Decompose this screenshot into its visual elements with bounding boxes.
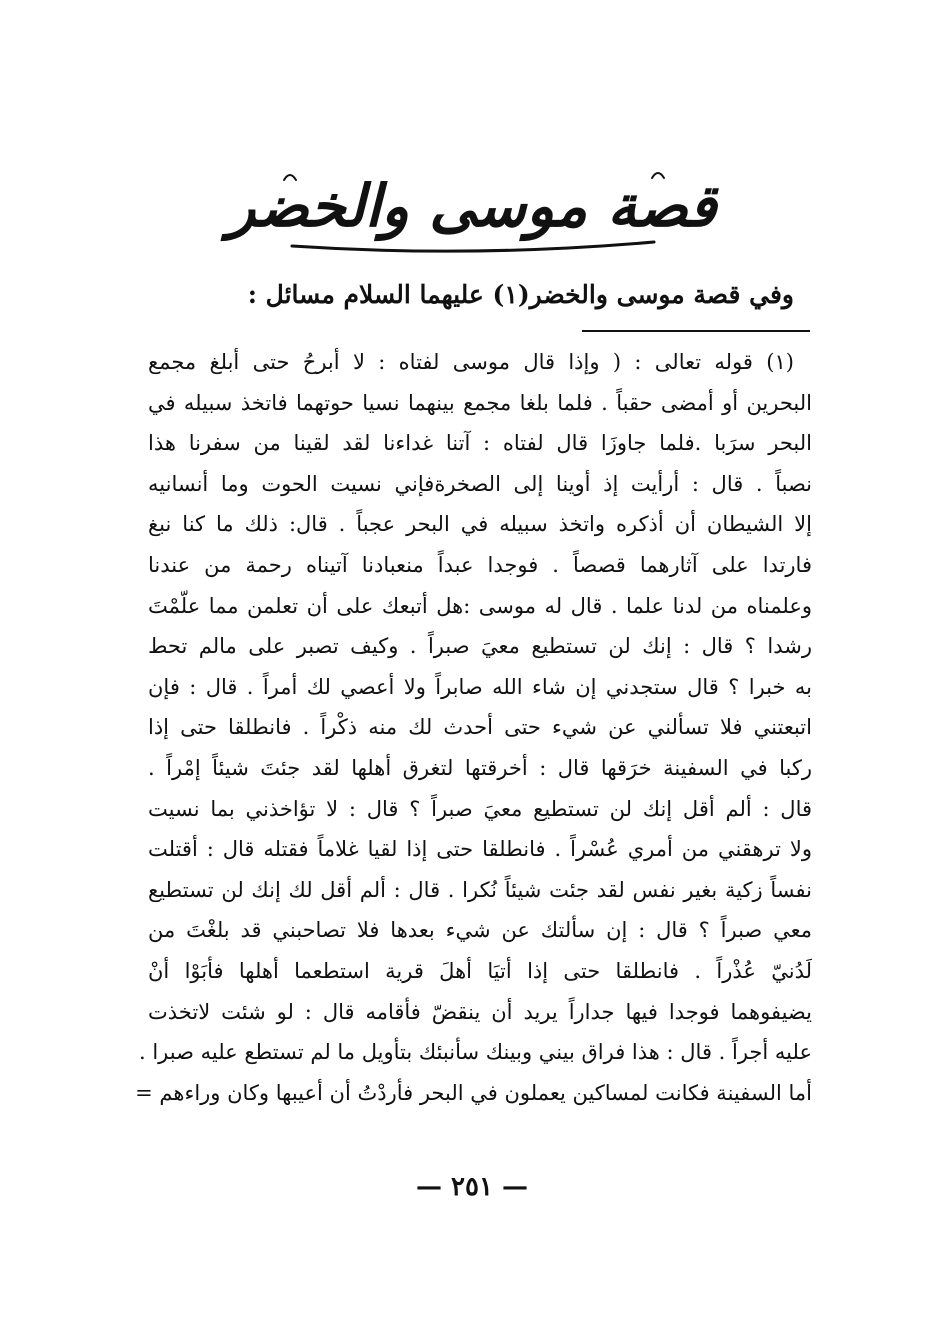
footnote-line: فارتدا على آثارهما قصصاً . فوجدا عبداً منعبادنا آتيناه رحمة من عندنا	[148, 552, 812, 577]
footnote-line: قال : ألم أقل إنك لن تستطيع معيَ صبراً ؟ قال : لا تؤاخذني بما نسيت	[148, 796, 812, 821]
footnote-line: عليه أجراً . قال : هذا فراق بيني وبينك سأنبئك بتأويل ما لم تستطع عليه صبرا .	[139, 1040, 812, 1065]
footnote-line: نصباً . قال : أرأيت إذ أوينا إلى الصخرةفإني نسيت الحوت وما أنسانيه	[148, 471, 812, 496]
footnote-line: وعلمناه من لدنا علما . قال له موسى :هل أتبعك على أن تعلمن مما علّمْتَ	[148, 593, 812, 618]
footnote-line: أما السفينة فكانت لمساكين يعملون في البحر فأردْتُ أن أعيبها وكان وراءهم =	[135, 1080, 812, 1105]
footnote-line: اتبعتني فلا تسألني عن شيء حتى أحدث لك منه ذكْراً . فانطلقا حتى إذا	[148, 715, 812, 740]
footnote-divider	[582, 330, 810, 332]
footnote-line: ركبا في السفينة خرَقها قال : أخرقتها لتغرق أهلها لقد جئتَ شيئاً إمْراً .	[148, 755, 812, 780]
footnote-block	[135, 342, 812, 1113]
page-number: — ٢٥١ —	[415, 1172, 529, 1202]
footnote-line: رشدا ؟ قال : إنك لن تستطيع معيَ صبراً . وكيف تصبر على مالم تحط	[148, 634, 812, 659]
footnote-line: معي صبراً ؟ قال : إن سألتك عن شيء بعدها فلا تصاحبني قد بلغْتَ من	[148, 918, 812, 943]
footnote-line: البحر سرَبا .فلما جاوزَا قال لفتاه : آتنا غداءنا لقد لقينا من سفرنا هذا	[148, 431, 812, 456]
calligraphy-title	[227, 150, 717, 258]
footnote-line: إلا الشيطان أن أذكره واتخذ سبيله في البحر عجباً . قال: ذلك ما كنا نبغ	[148, 512, 812, 537]
footnote-line: نفساً زكية بغير نفس لقد جئت شيئاً نُكرا . قال : ألم أقل لك إنك لن تستطيع	[148, 877, 812, 902]
footnote-line: البحرين أو أمضى حقباً . فلما بلغا مجمع بينهما نسيا حوتهما فاتخذ سبيله في	[148, 390, 812, 415]
chapter-title	[227, 150, 717, 258]
title-text: قصة موسى والخضر	[227, 172, 717, 240]
footnote-line: لَدُنيّ عُذْراً . فانطلقا حتى إذا أتيَا أهلَ قرية استطعما أهلها فأبَوْا أنْ	[148, 958, 812, 983]
title-baseline-stroke	[292, 242, 654, 251]
footnote-line: يضيفوهما فوجدا فيها جداراً يريد أن ينقضّ فأقامه قال : لو شئت لاتخذت	[148, 999, 812, 1024]
intro-heading: وفي قصة موسى والخضر(١) عليهما السلام مسائل :	[247, 280, 794, 309]
footnote-line: به خبرا ؟ قال ستجدني إن شاء الله صابراً ولا أعصي لك أمراً . قال : فإن	[148, 674, 812, 699]
footnote-line: ولا ترهقني من أمري عُسْراً . فانطلقا حتى إذا لقيا غلاماً فقتله قال : أقتلت	[148, 837, 812, 862]
footnote-line: (١) قوله تعالى : ( وإذا قال موسى لفتاه : لا أبرحُ حتى أبلغ مجمع	[148, 350, 794, 374]
